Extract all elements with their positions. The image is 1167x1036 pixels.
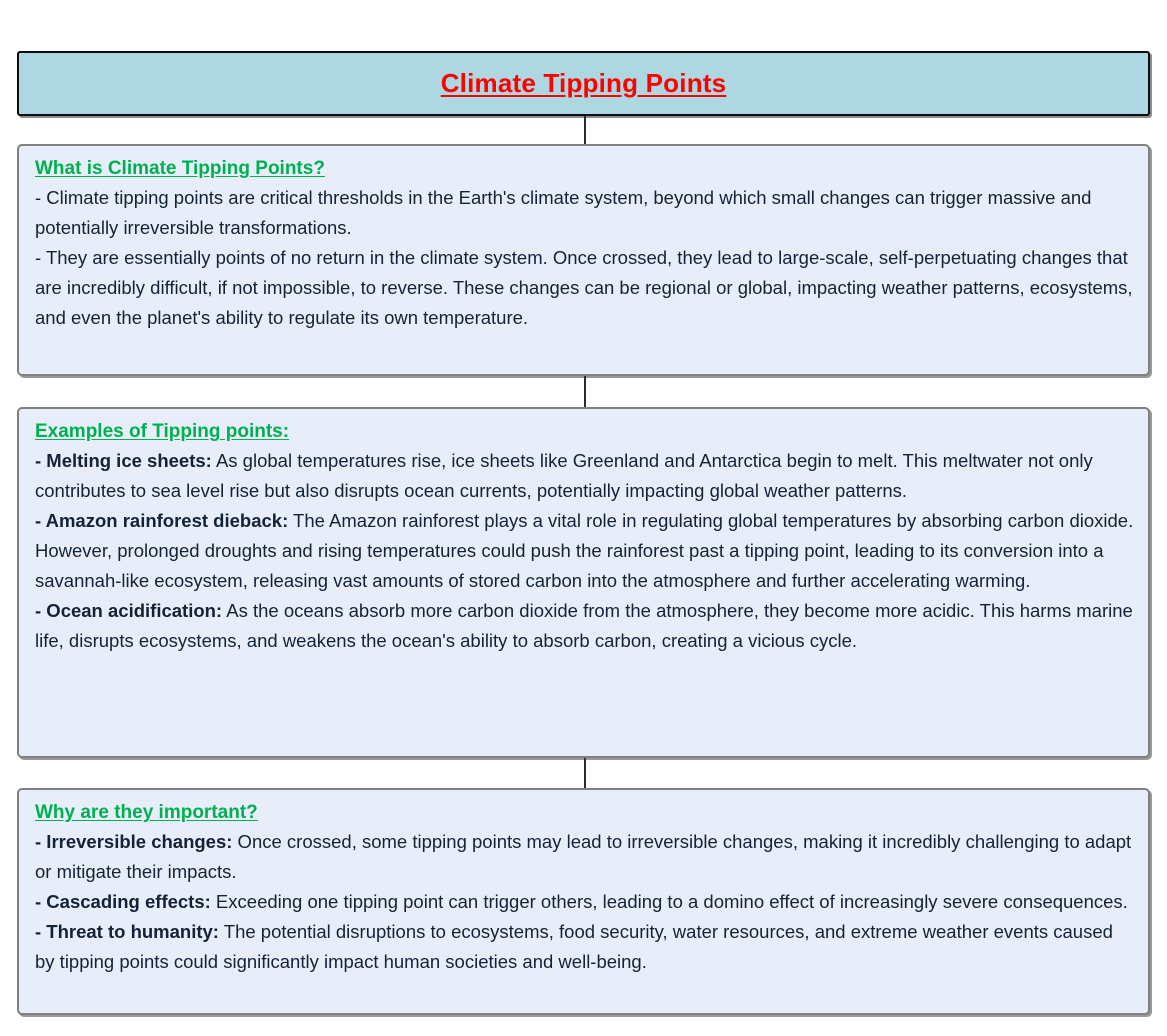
section-2-paragraph-3-lead: - Ocean acidification: bbox=[35, 600, 223, 622]
section-2-paragraph-2-lead: - Amazon rainforest dieback: bbox=[35, 509, 289, 531]
section-2-paragraph-3 bbox=[35, 596, 1134, 656]
section-box-why-important bbox=[17, 788, 1150, 1015]
section-2-paragraph-1-lead: - Melting ice sheets: bbox=[35, 449, 212, 471]
section-3-paragraph-2-lead: - Cascading effects: bbox=[35, 890, 211, 912]
section-3-paragraph-3 bbox=[35, 917, 1134, 977]
section-2-paragraph-3-body: As the oceans absorb more carbon dioxide from the atmosphere, they become more acidic. This harms marine life, disrupts ecosystems, and weakens the ocean's ability to absorb carbon, creating a vicious cycle. bbox=[35, 600, 1133, 652]
connector-section-1-to-section-2 bbox=[584, 376, 586, 407]
connector-title-to-section-1 bbox=[584, 116, 586, 144]
section-2-paragraph-1-body: As global temperatures rise, ice sheets like Greenland and Antarctica begin to melt. This meltwater not only contributes to sea level rise but also disrupts ocean currents, potentially impacting global weather patterns. bbox=[35, 449, 1093, 501]
section-2-paragraph-2 bbox=[35, 506, 1134, 596]
section-heading-what-is: What is Climate Tipping Points? bbox=[35, 158, 325, 179]
section-3-paragraph-3-body: The potential disruptions to ecosystems, food security, water resources, and extreme weather events caused by tipping points could significantly impact human societies and well-being. bbox=[35, 921, 1113, 973]
section-1-paragraph-2 bbox=[35, 243, 1134, 333]
section-2-paragraph-2-body: The Amazon rainforest plays a vital role in regulating global temperatures by absorbing carbon dioxide. However, prolonged droughts and rising temperatures could push the rainforest past a tipping point, leading to its conversion into a savannah-like ecosystem, releasing vast amounts of stored carbon into the atmosphere and further accelerating warming. bbox=[35, 509, 1134, 592]
section-3-paragraph-3-lead: - Threat to humanity: bbox=[35, 921, 219, 943]
title-box bbox=[17, 51, 1150, 116]
connector-section-2-to-section-3 bbox=[584, 758, 586, 788]
section-3-paragraph-2 bbox=[35, 887, 1134, 917]
section-3-paragraph-2-body: Exceeding one tipping point can trigger others, leading to a domino effect of increasingly severe consequences. bbox=[210, 890, 1128, 912]
section-1-paragraph-1 bbox=[35, 183, 1134, 243]
section-1-paragraph-2-body: - They are essentially points of no return in the climate system. Once crossed, they lead to large-scale, self-perpetuating changes that are incredibly difficult, if not impossible, to reverse. These changes can be regional or global, impacting weather patterns, ecosystems, and even the planet's ability to regulate its own temperature. bbox=[35, 246, 1133, 329]
section-1-paragraph-1-body: - Climate tipping points are critical thresholds in the Earth's climate system, beyond which small changes can trigger massive and potentially irreversible transformations. bbox=[35, 186, 1092, 238]
section-3-paragraph-1-body: Once crossed, some tipping points may lead to irreversible changes, making it incredibly challenging to adapt or mitigate their impacts. bbox=[35, 830, 1132, 882]
section-box-what-is bbox=[17, 144, 1150, 376]
section-heading-why-important: Why are they important? bbox=[35, 802, 258, 823]
section-2-paragraph-1 bbox=[35, 446, 1134, 506]
section-heading-examples: Examples of Tipping points: bbox=[35, 421, 290, 442]
section-box-examples bbox=[17, 407, 1150, 758]
page-title: Climate Tipping Points bbox=[440, 68, 727, 98]
section-3-paragraph-1 bbox=[35, 827, 1134, 887]
section-3-paragraph-1-lead: - Irreversible changes: bbox=[35, 830, 233, 852]
